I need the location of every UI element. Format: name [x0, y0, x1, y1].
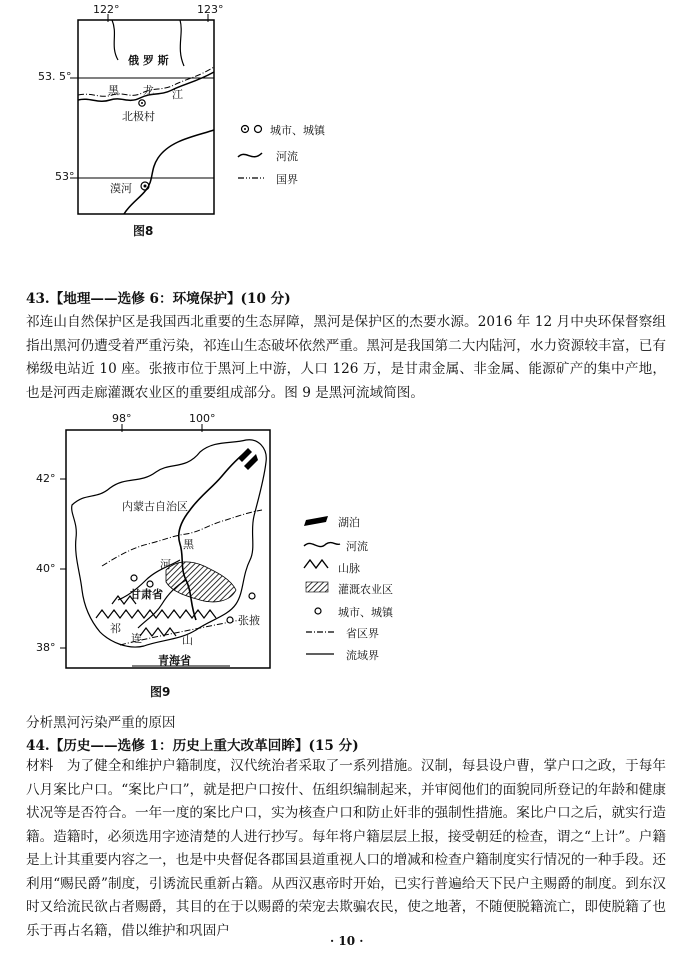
fig9-label-qi: 祁: [110, 622, 121, 635]
fig9-legend-lake: 湖泊: [338, 516, 360, 529]
fig9-label-hei: 黑: [183, 538, 194, 551]
fig9-label-gansu: 甘肃省: [130, 588, 163, 601]
fig9-legend-province: 省区界: [346, 627, 379, 640]
fig9-label-he: 河: [160, 558, 171, 571]
fig8-label-mohe: 漠河: [110, 182, 132, 195]
fig9-label-qinghai: 青海省: [158, 654, 191, 667]
fig8-legend-river: 河流: [276, 150, 298, 163]
fig8-legend-city: 城市、城镇: [270, 124, 325, 137]
fig8-label-russia: 俄 罗 斯: [128, 54, 169, 67]
fig8-label-river-hei: 黑: [108, 84, 119, 97]
fig8-legend-border: 国界: [276, 173, 298, 186]
fig9-legend-basin: 流域界: [346, 649, 379, 662]
fig9-legend-city: 城市、城镇: [338, 606, 393, 619]
fig9-legend-mountain: 山脉: [338, 562, 360, 575]
fig9-caption: 图9: [150, 685, 171, 699]
q44-paragraph: 材料 为了健全和维护户籍制度，汉代统治者采取了一系列措施。汉制，每县设户曹，掌户口之政，于每年八月案比户口。“案比户口”，就是把户口按什、伍组织编制起来，并审阅他们的面貌同所登记的年龄和健康状况等是否符合。一年一度的案比户口，实为核查户口和防止奸非的强制性措施。案比户口之后，就实行造籍。造籍时，必须选用字迹清楚的人进行抄写。每年将户籍层层上报，接受朝廷的检查，谓之“上计”。户籍是上计其重要内容之一，也是中央督促各郡国县道重视人口的增减和检查户籍制度实行情况的一种手段。还利用“赐民爵”制度，引诱流民重新占籍。从西汉惠帝时开始，已实行普遍给天下民户主赐爵的制度。到东汉时又给流民欲占者赐爵，其目的在于以赐爵的荣宠去欺骗农民，使之地著，不随便脱籍流亡，即使脱籍了也乐于再占名籍，借以维护和巩固户: [26, 758, 666, 939]
fig9-label-neimeng: 内蒙古自治区: [122, 500, 188, 513]
fig8-label-river-long: 龙: [143, 84, 154, 97]
fig9-legend-irrigation: 灌溉农业区: [338, 583, 393, 596]
fig8-label-beiji: 北极村: [122, 110, 155, 123]
fig9-lat-38: 38°: [36, 641, 56, 654]
q43-title: 43.【地理——选修 6：环境保护】(10 分): [26, 291, 291, 307]
fig9-lat-40: 40°: [36, 562, 56, 575]
fig9-lat-42: 42°: [36, 472, 56, 485]
fig9-lon-right: 100°: [189, 412, 216, 425]
fig9-label-zhangye: 张掖: [238, 614, 260, 627]
fig8-lon-left: 122°: [93, 3, 120, 16]
fig8-lon-right: 123°: [197, 3, 224, 16]
fig8-lat-top: 53. 5°: [38, 70, 72, 83]
q43-question: 分析黑河污染严重的原因: [26, 715, 176, 731]
fig9-legend-river: 河流: [346, 540, 368, 553]
fig9-label-shan: 山: [182, 634, 193, 647]
fig8-caption: 图8: [133, 224, 154, 238]
page-number: · 10 ·: [330, 934, 364, 948]
q43-paragraph: 祁连山自然保护区是我国西北重要的生态屏障，黑河是保护区的杰要水源。2016 年 12 月中央环保督察组指出黑河仍遭受着严重污染，祁连山生态破坏依然严重。黑河是我国第二大内陆河，水力资源较丰富，已有梯级电站近 10 座。张掖市位于黑河上中游，人口 126 万，是甘肃金属、非金属、能源矿产的集中产地，也是河西走廊灌溉农业区的重要组成部分。图 9 是黑河流域简图。: [26, 314, 666, 401]
fig8-label-river-jiang: 江: [172, 88, 183, 101]
q44-title: 44.【历史——选修 1：历史上重大改革回眸】(15 分): [26, 738, 359, 754]
fig8-lat-bottom: 53°: [55, 170, 75, 183]
fig9-lon-left: 98°: [112, 412, 132, 425]
fig9-label-lian: 连: [131, 632, 142, 645]
